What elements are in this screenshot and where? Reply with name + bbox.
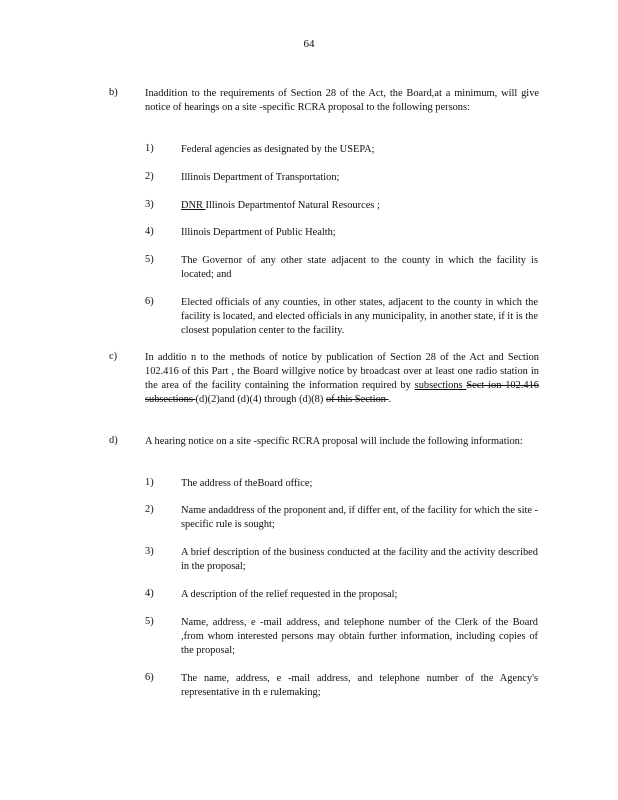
paragraph-text-part: (d)(2)and (d)(4) through (d)(8) <box>195 394 326 405</box>
list-marker: 1) <box>145 143 154 154</box>
list-marker: 3) <box>145 199 154 210</box>
list-text: Illinois Department of Transportation; <box>181 172 340 183</box>
paragraph-text: A hearing notice on a site -specific RCRA proposal will include the following information: <box>145 436 523 447</box>
list-text: Name andaddress of the proponent and, if differ ent, of the facility for which the site -specific rule is sought; <box>181 505 539 530</box>
deleted-text: of this Section <box>325 394 389 405</box>
list-marker: 6) <box>145 296 154 307</box>
list-marker: 5) <box>145 616 154 627</box>
paragraph-d <box>109 435 539 449</box>
paragraph-text: Inaddition to the requirements of Section 28 of the Act, the Board,at a minimum, will give notice of hearings on a site -specific RCRA proposal to the following persons: <box>145 88 539 113</box>
list-item-d5 <box>145 616 538 658</box>
paragraph-text-part: In additio n to the methods of notice by publication of Section 28 of the Act and Section 102.416 of this Part , the Board willgive notice by broadcast over at least one radio station in the area of the facility containing the information required by <box>145 352 539 391</box>
paragraph-marker: c) <box>109 351 118 362</box>
list-text: Name, address, e -mail address, and telephone number of the Clerk of the Board ,from whom interested persons may obtain further information, including copies of the proposal; <box>181 617 538 656</box>
list-text: Illinois Department of Public Health; <box>181 227 336 238</box>
inserted-text: DNR <box>181 200 206 211</box>
list-item-d4 <box>145 588 538 602</box>
list-marker: 1) <box>145 477 154 488</box>
list-item-d2 <box>145 504 538 532</box>
list-marker: 2) <box>145 171 154 182</box>
paragraph-b <box>109 87 539 115</box>
list-item-b6 <box>145 296 538 338</box>
list-text: Federal agencies as designated by the USEPA; <box>181 144 375 155</box>
paragraph-c <box>109 351 539 407</box>
list-item-d3 <box>145 546 538 574</box>
list-marker: 2) <box>145 504 154 515</box>
page-number: 64 <box>303 38 315 50</box>
list-marker: 3) <box>145 546 154 557</box>
deleted-text: Sect ion 102.416 subsections <box>145 380 539 405</box>
list-marker: 4) <box>145 226 154 237</box>
list-text: The Governor of any other state adjacent to the county in which the facility is located; and <box>181 255 538 280</box>
list-text-rest: Illinois Departmentof Natural Resources ; <box>205 200 380 211</box>
paragraph-marker: b) <box>109 87 118 98</box>
list-item-b1 <box>145 143 538 157</box>
list-item-d6 <box>145 672 538 700</box>
list-text <box>181 199 538 213</box>
list-text: A description of the relief requested in the proposal; <box>181 589 398 600</box>
list-marker: 5) <box>145 254 154 265</box>
list-item-b2 <box>145 171 538 185</box>
list-marker: 4) <box>145 588 154 599</box>
list-text: A brief description of the business conducted at the facility and the activity described in the proposal; <box>181 547 538 572</box>
list-text: The name, address, e -mail address, and telephone number of the Agency's representative in th e rulemaking; <box>181 673 538 698</box>
list-item-d1 <box>145 477 538 491</box>
list-marker: 6) <box>145 672 154 683</box>
list-item-b3 <box>145 199 538 213</box>
list-item-b4 <box>145 226 538 240</box>
paragraph-marker: d) <box>109 435 118 446</box>
paragraph-text-part: . <box>388 394 392 405</box>
list-text: Elected officials of any counties, in other states, adjacent to the county in which the facility is located, and elected officials in any municipality, in another state, if it is the closest population center to the facility. <box>181 297 538 336</box>
paragraph-text <box>145 351 539 407</box>
list-text: The address of theBoard office; <box>181 478 313 489</box>
inserted-text: subsections <box>414 380 467 391</box>
list-item-b5 <box>145 254 538 282</box>
